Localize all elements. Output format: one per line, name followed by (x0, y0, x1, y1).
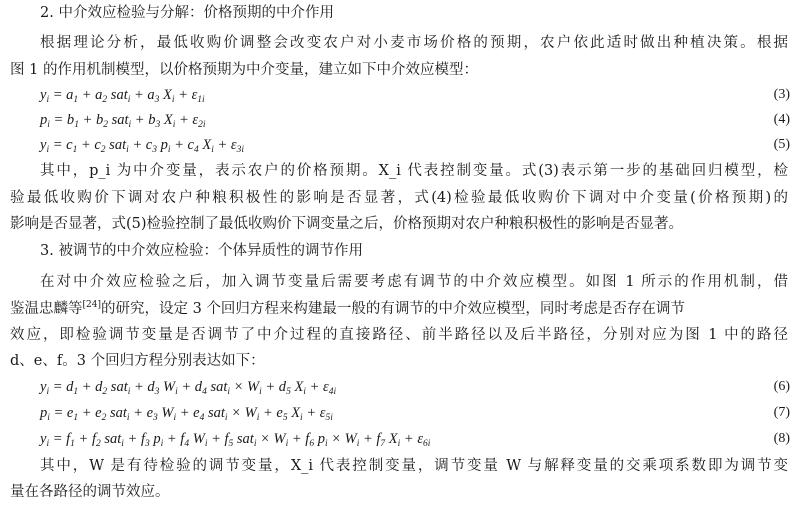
paragraph-line (10, 298, 788, 320)
paragraph-line: 其中，p_i 为中介变量，表示农户的价格预期。X_i 代表控制变量。式(3)表示第一步的基础回归模型，检 (40, 163, 788, 179)
equation-number: (6) (773, 379, 790, 394)
paragraph-line: d、e、f。3 个回归方程分别表达如下： (10, 353, 265, 369)
equation-number: (4) (773, 112, 790, 127)
equation-body: $p_i = b_1 + b_2$ $sat_i + b_3$ $X_i + \varepsilon_{2i}$ (40, 112, 206, 130)
paragraph-text: 鉴温忠麟等 (10, 301, 83, 317)
equation-4 (40, 109, 790, 131)
equation-5 (40, 134, 790, 156)
equation-3 (40, 84, 790, 106)
equation-body: $p_i = e_1 + e_2$ $sat_i + e_3$ $W_i + e_4$ $sat_i \times W_i + e_5$ $X_i + \varepsilon_{5i}$ (40, 405, 333, 423)
paragraph-line: 验最低收购价下调对农户种粮积极性的影响是否显著，式(4)检验最低收购价下调对中介变量(价格预期)的 (10, 190, 788, 206)
paragraph-line: 在对中介效应检验之后，加入调节变量后需要考虑有调节的中介效应模型。如图 1 所示的作用机制，借 (40, 274, 788, 290)
equation-number: (3) (773, 87, 790, 102)
paragraph-line: 量在各路径的调节效应。 (10, 484, 170, 500)
equation-body: $y_i = d_1 + d_2$ $sat_i + d_3$ $W_i + d_4$ $sat_i \times W_i + d_5$ $X_i + \varepsilon_{4i}$ (40, 379, 337, 397)
equation-body: $y_i = a_1 + a_2$ $sat_i + a_3$ $X_i + \varepsilon_{1i}$ (40, 87, 205, 105)
paragraph-line: 图 1 的作用机制模型，以价格预期为中介变量，建立如下中介效应模型： (10, 62, 478, 78)
paragraph-line: 根据理论分析，最低收购价调整会改变农户对小麦市场价格的预期，农户依此适时做出种植决策。根据 (40, 35, 788, 51)
equation-number: (5) (773, 137, 790, 152)
equation-body: $y_i = c_1 + c_2$ $sat_i + c_3$ $p_i + c_4$ $X_i + \varepsilon_{3i}$ (40, 137, 244, 155)
equation-6 (40, 376, 790, 398)
citation-reference[interactable]: [24] (82, 300, 101, 310)
equation-number: (8) (773, 431, 790, 446)
section-3-heading: 3. 被调节的中介效应检验：个体异质性的调节作用 (40, 243, 363, 259)
equation-7 (40, 402, 790, 424)
section-2-heading: 2. 中介效应检验与分解：价格预期的中介作用 (40, 5, 334, 21)
equation-body: $y_i = f_1 + f_2$ $sat_i + f_3$ $p_i + f_4$ $W_i + f_5$ $sat_i \times W_i + f_6$ $p_i \times W_i + f_7$ $X_i + \varepsilon_{6i}$ (40, 431, 431, 449)
equation-8 (40, 428, 790, 450)
paragraph-line: 效应，即检验调节变量是否调节了中介过程的直接路径、前半路径以及后半路径，分别对应为图 1 中的路径 (10, 327, 788, 343)
paragraph-line: 其中，W 是有待检验的调节变量，X_i 代表控制变量，调节变量 W 与解释变量的交乘项系数即为调节变 (40, 458, 788, 474)
paragraph-line: 影响是否显著，式(5)检验控制了最低收购价下调变量之后，价格预期对农户种粮积极性的影响是否显著。 (10, 216, 684, 232)
paragraph-text: 的研究，设定 3 个回归方程来构建最一般的有调节的中介效应模型，同时考虑是否存在调节 (100, 301, 685, 317)
equation-number: (7) (773, 405, 790, 420)
